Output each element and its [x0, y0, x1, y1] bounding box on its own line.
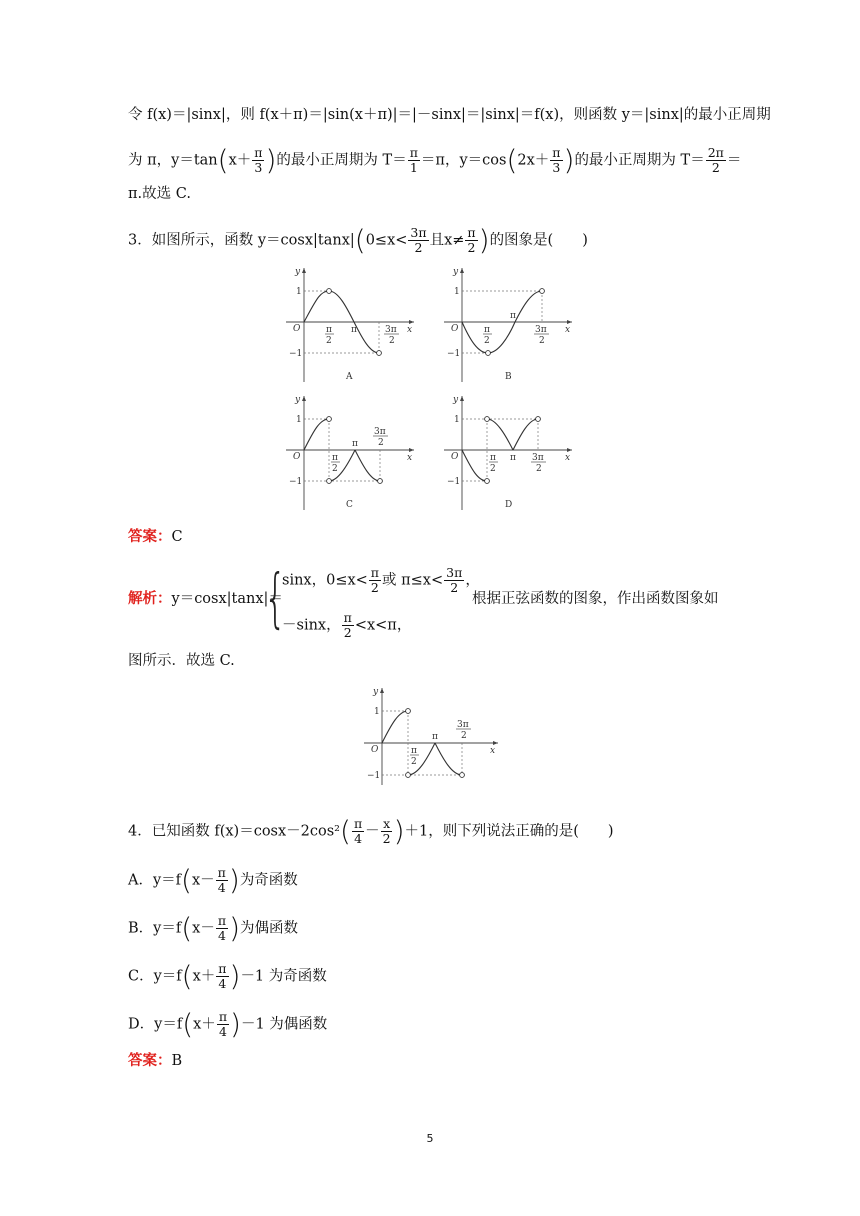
tick-pi: π — [352, 439, 358, 449]
answer-value: B — [171, 1053, 183, 1069]
axis-y-label: y — [453, 395, 459, 405]
tick-3pi2-num: 3π — [385, 325, 397, 335]
solution-3-line-2: 图所示．故选 C. — [128, 653, 235, 669]
graph-option-c — [280, 390, 420, 515]
fraction: $\frac{\pi}{2}$ — [467, 225, 476, 255]
axis-x-label: x — [490, 746, 496, 756]
solution-3-tail: 根据正弦函数的图象，作出函数图象如 — [472, 591, 719, 607]
tick-3pi2-num: 3π — [374, 427, 386, 437]
graph-caption: A — [346, 372, 353, 382]
origin-label: O — [293, 324, 301, 334]
option-b[interactable]: B．y＝f(x－ $\frac{\pi}{4}$ )为偶函数 — [128, 911, 298, 945]
tick-3pi2-num: 3π — [457, 720, 469, 730]
tick-pi: π — [510, 311, 516, 321]
tick-3pi2-den: 2 — [536, 464, 542, 474]
origin-label: O — [371, 745, 379, 755]
tick-half-pi-num: π — [326, 325, 332, 335]
solution-line-2: 为 π，y＝tan(x＋ $\frac{\pi}{3}$ )的最小正周期为 T＝ $\frac{\pi}{1}$ ＝π，y＝cos(2x＋ $\frac{\pi}{3}$ )的最小正周期为 T＝ $\frac{2\pi}{2}$ ＝ — [128, 143, 742, 177]
tick-neg-one: −1 — [447, 349, 461, 359]
tick-half-pi-num: π — [490, 453, 496, 463]
origin-label: O — [293, 452, 301, 462]
answer-3 — [128, 526, 183, 548]
tick-half-pi-den: 2 — [484, 336, 490, 346]
tick-one: 1 — [374, 707, 380, 717]
tick-3pi2-den: 2 — [539, 336, 545, 346]
graph-caption: D — [505, 500, 513, 510]
axis-x-label: x — [565, 453, 571, 463]
tick-3pi2-num: 3π — [535, 325, 547, 335]
tick-half-pi-den: 2 — [326, 336, 332, 346]
axis-x-label: x — [565, 325, 571, 335]
origin-label: O — [451, 452, 459, 462]
question-4-stem: 4．已知函数 f(x)＝cosx－2cos²( $\frac{\pi}{4}$ － $\frac{x}{2}$ )＋1，则下列说法正确的是( ) — [128, 814, 614, 848]
solution-label: 解析： — [128, 591, 172, 607]
answer-label: 答案： — [128, 1053, 172, 1069]
tick-pi: π — [351, 325, 357, 335]
tick-half-pi-den: 2 — [411, 757, 417, 767]
solution-graph — [358, 685, 503, 790]
tick-neg-one: −1 — [289, 349, 303, 359]
option-c[interactable]: C．y＝f(x＋ $\frac{\pi}{4}$ )－1 为奇函数 — [128, 959, 327, 993]
tick-pi: π — [432, 732, 438, 742]
fraction: $\frac{\pi}{1}$ — [409, 145, 418, 175]
solution-3-lead: 解析：y＝cosx|tanx|＝ — [128, 591, 283, 607]
piecewise-brace: { — [264, 562, 287, 636]
piecewise-case-2: －sinx， $\frac{\pi}{2}$ <x<π， — [282, 610, 412, 640]
tick-one: 1 — [296, 415, 302, 425]
graph-option-b — [438, 262, 578, 387]
tick-neg-one: −1 — [447, 477, 461, 487]
piecewise-case-1: sinx，0≤x< $\frac{\pi}{2}$ 或 π≤x< $\frac{3\pi}{2}$ ， — [282, 565, 480, 595]
solution-line-1: 令 f(x)＝|sinx|，则 f(x＋π)＝|sin(x＋π)|＝|－sinx|＝|sinx|＝f(x)，则函数 y＝|sinx|的最小正周期 — [128, 107, 771, 123]
fraction: $\frac{\pi}{3}$ — [552, 145, 561, 175]
solution-line-3: π.故选 C. — [128, 186, 191, 202]
tick-half-pi-den: 2 — [490, 464, 496, 474]
option-d[interactable]: D．y＝f(x＋ $\frac{\pi}{4}$ )－1 为偶函数 — [128, 1007, 328, 1041]
tick-3pi2-num: 3π — [532, 453, 544, 463]
tick-half-pi-num: π — [332, 453, 338, 463]
axis-y-label: y — [373, 687, 379, 697]
fraction: $\frac{3\pi}{2}$ — [410, 225, 427, 255]
axis-y-label: y — [295, 395, 301, 405]
axis-x-label: x — [407, 325, 413, 335]
page-number: 5 — [426, 1132, 434, 1145]
tick-neg-one: −1 — [367, 771, 381, 781]
tick-3pi2-den: 2 — [378, 438, 384, 448]
axis-x-label: x — [407, 453, 413, 463]
answer-label: 答案： — [128, 529, 172, 545]
tick-half-pi-num: π — [411, 746, 417, 756]
answer-4 — [128, 1050, 182, 1072]
tick-one: 1 — [454, 287, 460, 297]
fraction: $\frac{2\pi}{2}$ — [707, 145, 724, 175]
question-3-stem: 3．如图所示，函数 y＝cosx|tanx|(0≤x< $\frac{3\pi}{2}$ 且x≠ $\frac{\pi}{2}$ )的图象是( ) — [128, 223, 588, 257]
answer-value: C — [171, 529, 183, 545]
tick-half-pi-num: π — [484, 325, 490, 335]
graph-option-a — [280, 262, 420, 387]
graph-option-d — [438, 390, 578, 515]
axis-y-label: y — [453, 267, 459, 277]
tick-3pi2-den: 2 — [461, 731, 467, 741]
origin-label: O — [451, 324, 459, 334]
fraction: $\frac{\pi}{3}$ — [254, 145, 263, 175]
graph-caption: C — [346, 500, 353, 510]
graph-caption: B — [505, 372, 512, 382]
tick-3pi2-den: 2 — [389, 336, 395, 346]
tick-half-pi-den: 2 — [332, 464, 338, 474]
tick-neg-one: −1 — [289, 477, 303, 487]
tick-one: 1 — [454, 415, 460, 425]
option-a[interactable]: A．y＝f(x－ $\frac{\pi}{4}$ )为奇函数 — [128, 863, 298, 897]
tick-one: 1 — [296, 287, 302, 297]
axis-y-label: y — [295, 267, 301, 277]
tick-pi: π — [510, 453, 516, 463]
